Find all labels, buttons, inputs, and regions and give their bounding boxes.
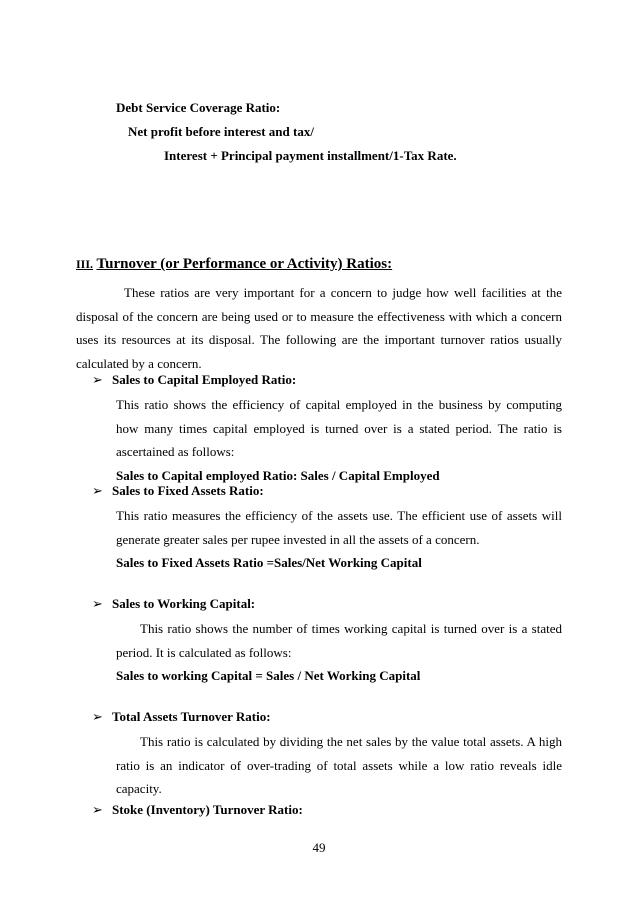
arrow-bullet-icon: ➢	[92, 802, 103, 817]
list-item-body	[116, 730, 562, 801]
list-item-heading	[92, 483, 264, 499]
dscr-title: Debt Service Coverage Ratio:	[116, 100, 281, 115]
list-item-title: Sales to Working Capital:	[112, 596, 256, 611]
section-roman-numeral: III.	[76, 257, 94, 271]
list-item-title: Total Assets Turnover Ratio:	[112, 709, 271, 724]
page-number: 49	[312, 840, 326, 855]
section-intro-text: These ratios are very important for a concern to judge how well facilities at the disposal of the concern are being used or to measure the effectiveness with which a concern uses its resources at its disposal. The following are the important turnover ratios usually calculated by a concern.	[76, 285, 562, 371]
arrow-bullet-icon: ➢	[92, 372, 103, 387]
arrow-bullet-icon: ➢	[92, 709, 103, 724]
section-title: Turnover (or Performance or Activity) Ratios:	[96, 256, 393, 272]
list-item-formula: Sales to Capital employed Ratio: Sales / Capital Employed	[116, 467, 440, 483]
list-item-heading	[92, 372, 296, 388]
dscr-denominator: Interest + Principal payment installment/1-Tax Rate.	[164, 148, 457, 163]
list-item-body	[116, 617, 562, 688]
list-item-text: This ratio shows the efficiency of capital employed in the business by computing how many times capital employed is turned over is a stated period. The ratio is ascertained as follows:	[116, 397, 562, 459]
list-item-heading	[92, 709, 271, 725]
list-item-formula: Sales to Fixed Assets Ratio =Sales/Net Working Capital	[116, 555, 422, 570]
list-item-text: This ratio is calculated by dividing the net sales by the value total assets. A high ratio is an indicator of over-trading of total assets while a low ratio reveals idle capacity.	[116, 734, 562, 796]
list-item-heading	[92, 802, 303, 818]
list-item-title: Sales to Fixed Assets Ratio:	[112, 483, 264, 498]
section-heading	[76, 256, 392, 273]
list-item-text: This ratio shows the number of times working capital is turned over is a stated period. It is calculated as follows:	[116, 621, 562, 660]
list-item-text: This ratio measures the efficiency of the assets use. The efficient use of assets will generate greater sales per rupee invested in all the assets of a concern.	[116, 508, 562, 547]
arrow-bullet-icon: ➢	[92, 596, 103, 611]
list-item-title: Stoke (Inventory) Turnover Ratio:	[112, 802, 303, 817]
section-intro	[76, 281, 562, 375]
dscr-numerator: Net profit before interest and tax/	[128, 124, 314, 139]
arrow-bullet-icon: ➢	[92, 483, 103, 498]
list-item-body	[116, 504, 562, 575]
list-item-body	[116, 393, 562, 487]
list-item-title: Sales to Capital Employed Ratio:	[112, 372, 297, 387]
list-item-heading	[92, 596, 255, 612]
list-item-formula: Sales to working Capital = Sales / Net Working Capital	[116, 668, 421, 683]
